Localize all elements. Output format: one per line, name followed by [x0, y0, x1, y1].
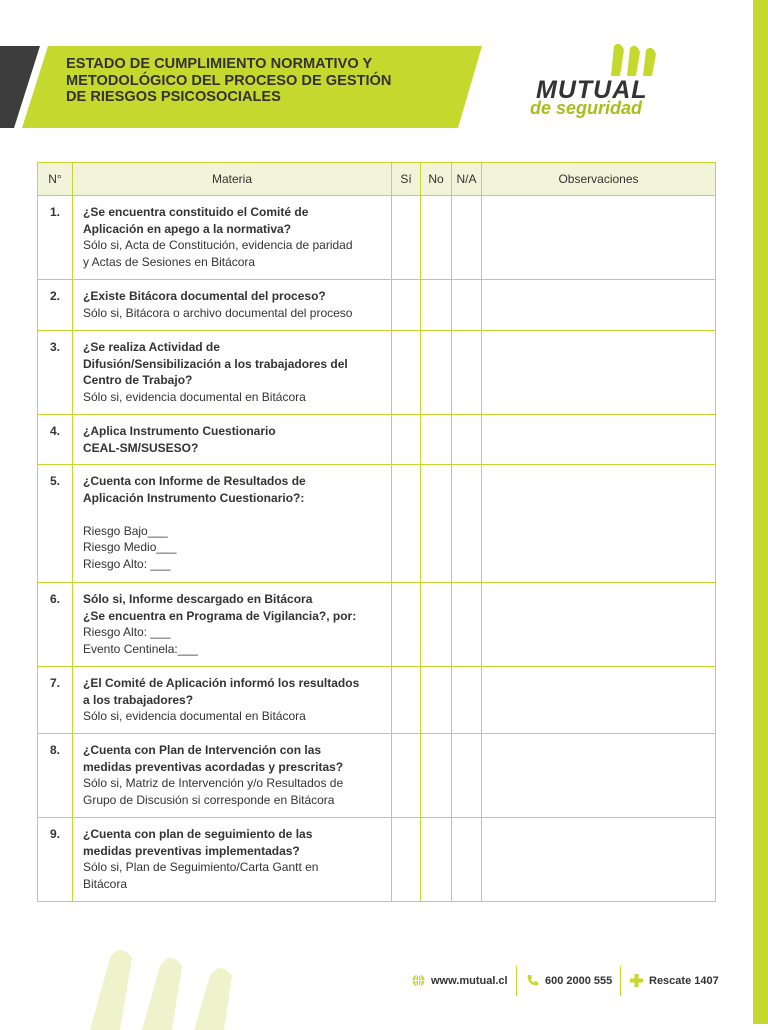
logo-wordmark: MUTUAL [536, 76, 648, 104]
na-checkbox-cell[interactable] [452, 331, 482, 415]
requirement-text: Sólo si, Plan de Seguimiento/Carta Gantt en [83, 860, 319, 874]
logo-mark-icon [528, 40, 688, 80]
no-checkbox-cell[interactable] [421, 415, 452, 465]
question-text: medidas preventivas acordadas y prescritas? [83, 759, 344, 774]
table-row [38, 196, 716, 280]
row-number: 6. [38, 583, 73, 667]
no-checkbox-cell[interactable] [421, 280, 452, 331]
table-row [38, 415, 716, 465]
footer-phone-text: 600 2000 555 [545, 974, 613, 987]
observaciones-cell[interactable] [482, 280, 716, 331]
question-text: ¿Cuenta con Informe de Resultados de [83, 474, 306, 488]
na-checkbox-cell[interactable] [452, 667, 482, 734]
observaciones-cell[interactable] [482, 196, 716, 280]
row-materia [73, 818, 392, 902]
question-text: a los trabajadores? [83, 692, 194, 707]
question-text: CEAL-SM/SUSESO? [83, 440, 199, 455]
observaciones-cell[interactable] [482, 667, 716, 734]
na-checkbox-cell[interactable] [452, 196, 482, 280]
si-checkbox-cell[interactable] [392, 583, 421, 667]
table-row [38, 331, 716, 415]
requirement-text: Sólo si, Acta de Constitución, evidencia de paridad [83, 238, 353, 252]
checklist-table [37, 162, 716, 902]
row-materia [73, 734, 392, 818]
si-checkbox-cell[interactable] [392, 280, 421, 331]
requirement-text: Sólo si, evidencia documental en Bitácora [83, 389, 306, 404]
na-checkbox-cell[interactable] [452, 818, 482, 902]
title-line: ESTADO DE CUMPLIMIENTO NORMATIVO Y [66, 56, 373, 72]
row-number: 5. [38, 465, 73, 583]
row-number: 2. [38, 280, 73, 331]
si-checkbox-cell[interactable] [392, 415, 421, 465]
question-text: ¿El Comité de Aplicación informó los resultados [83, 676, 360, 690]
requirement-text: Bitácora [83, 876, 128, 891]
observaciones-cell[interactable] [482, 465, 716, 583]
na-checkbox-cell[interactable] [452, 465, 482, 583]
no-checkbox-cell[interactable] [421, 583, 452, 667]
col-header-num: N° [38, 163, 73, 196]
na-checkbox-cell[interactable] [452, 734, 482, 818]
question-text: ¿Cuenta con Plan de Intervención con las [83, 743, 322, 757]
line-spacer [83, 506, 387, 523]
col-header-no: No [421, 163, 452, 196]
table-row [38, 667, 716, 734]
na-checkbox-cell[interactable] [452, 415, 482, 465]
question-text: ¿Cuenta con plan de seguimiento de las [83, 827, 313, 841]
observaciones-cell[interactable] [482, 583, 716, 667]
footer-rescue-text: Rescate 1407 [649, 974, 719, 987]
no-checkbox-cell[interactable] [421, 818, 452, 902]
requirement-text: Grupo de Discusión si corresponde en Bitácora [83, 792, 335, 807]
table-row [38, 465, 716, 583]
si-checkbox-cell[interactable] [392, 667, 421, 734]
row-materia [73, 415, 392, 465]
si-checkbox-cell[interactable] [392, 196, 421, 280]
col-header-si: Sí [392, 163, 421, 196]
requirement-text: y Actas de Sesiones en Bitácora [83, 254, 256, 269]
requirement-text: Riesgo Alto: ___ [83, 625, 171, 639]
right-accent-stripe [753, 0, 768, 1024]
si-checkbox-cell[interactable] [392, 734, 421, 818]
col-header-materia: Materia [73, 163, 392, 196]
plus-cross-icon [630, 974, 643, 987]
row-number: 4. [38, 415, 73, 465]
footer-web[interactable] [412, 974, 508, 987]
table-row [38, 280, 716, 331]
requirement-text: Sólo si, Matriz de Intervención y/o Resultados de [83, 776, 344, 790]
row-materia [73, 280, 392, 331]
row-materia [73, 465, 392, 583]
footer-divider [620, 966, 621, 996]
observaciones-cell[interactable] [482, 331, 716, 415]
footer-divider [516, 966, 517, 996]
row-number: 1. [38, 196, 73, 280]
na-checkbox-cell[interactable] [452, 280, 482, 331]
observaciones-cell[interactable] [482, 415, 716, 465]
question-text: Aplicación en apego a la normativa? [83, 221, 292, 236]
footer-phone[interactable] [526, 974, 612, 987]
footer-rescue[interactable] [630, 974, 719, 987]
title-line: DE RIESGOS PSICOSOCIALES [66, 89, 281, 105]
question-text: Aplicación Instrumento Cuestionario?: [83, 490, 305, 505]
row-number: 3. [38, 331, 73, 415]
footer-contact [410, 964, 730, 998]
requirement-text: Evento Centinela:___ [83, 641, 198, 656]
requirement-text: Sólo si, evidencia documental en Bitácora [83, 709, 306, 723]
table-row [38, 818, 716, 902]
no-checkbox-cell[interactable] [421, 667, 452, 734]
question-text: ¿Aplica Instrumento Cuestionario [83, 424, 276, 438]
si-checkbox-cell[interactable] [392, 465, 421, 583]
si-checkbox-cell[interactable] [392, 331, 421, 415]
observaciones-cell[interactable] [482, 734, 716, 818]
phone-icon [526, 974, 539, 987]
no-checkbox-cell[interactable] [421, 196, 452, 280]
question-text: medidas preventivas implementadas? [83, 843, 300, 858]
col-header-observaciones: Observaciones [482, 163, 716, 196]
row-materia [73, 331, 392, 415]
no-checkbox-cell[interactable] [421, 465, 452, 583]
table-row [38, 583, 716, 667]
requirement-text: Riesgo Bajo___ [83, 523, 168, 538]
table-row [38, 734, 716, 818]
si-checkbox-cell[interactable] [392, 818, 421, 902]
requirement-text: Riesgo Alto: ___ [83, 556, 171, 571]
question-text: ¿Existe Bitácora documental del proceso? [83, 289, 326, 303]
no-checkbox-cell[interactable] [421, 734, 452, 818]
footer-web-text: www.mutual.cl [431, 974, 508, 987]
page-title [66, 56, 446, 106]
row-number: 9. [38, 818, 73, 902]
question-text: Centro de Trabajo? [83, 373, 193, 387]
row-number: 7. [38, 667, 73, 734]
observaciones-cell[interactable] [482, 818, 716, 902]
requirement-text: Riesgo Medio___ [83, 540, 177, 554]
no-checkbox-cell[interactable] [421, 331, 452, 415]
na-checkbox-cell[interactable] [452, 583, 482, 667]
watermark-logo-icon [80, 940, 300, 1030]
mutual-logo [528, 40, 688, 126]
globe-icon [412, 974, 425, 987]
row-number: 8. [38, 734, 73, 818]
question-text: ¿Se encuentra constituido el Comité de [83, 205, 309, 219]
question-text: ¿Se realiza Actividad de [83, 340, 220, 354]
col-header-na: N/A [452, 163, 482, 196]
title-line: METODOLÓGICO DEL PROCESO DE GESTIÓN [66, 72, 392, 89]
requirement-text: Sólo si, Bitácora o archivo documental del proceso [83, 305, 353, 320]
question-text: Difusión/Sensibilización a los trabajadores del [83, 356, 348, 371]
row-materia [73, 667, 392, 734]
question-text: Sólo si, Informe descargado en Bitácora [83, 592, 313, 606]
table-header-row [38, 163, 716, 196]
question-text: ¿Se encuentra en Programa de Vigilancia?, por: [83, 608, 357, 623]
row-materia [73, 196, 392, 280]
logo-tagline: de seguridad [530, 98, 643, 118]
row-materia [73, 583, 392, 667]
